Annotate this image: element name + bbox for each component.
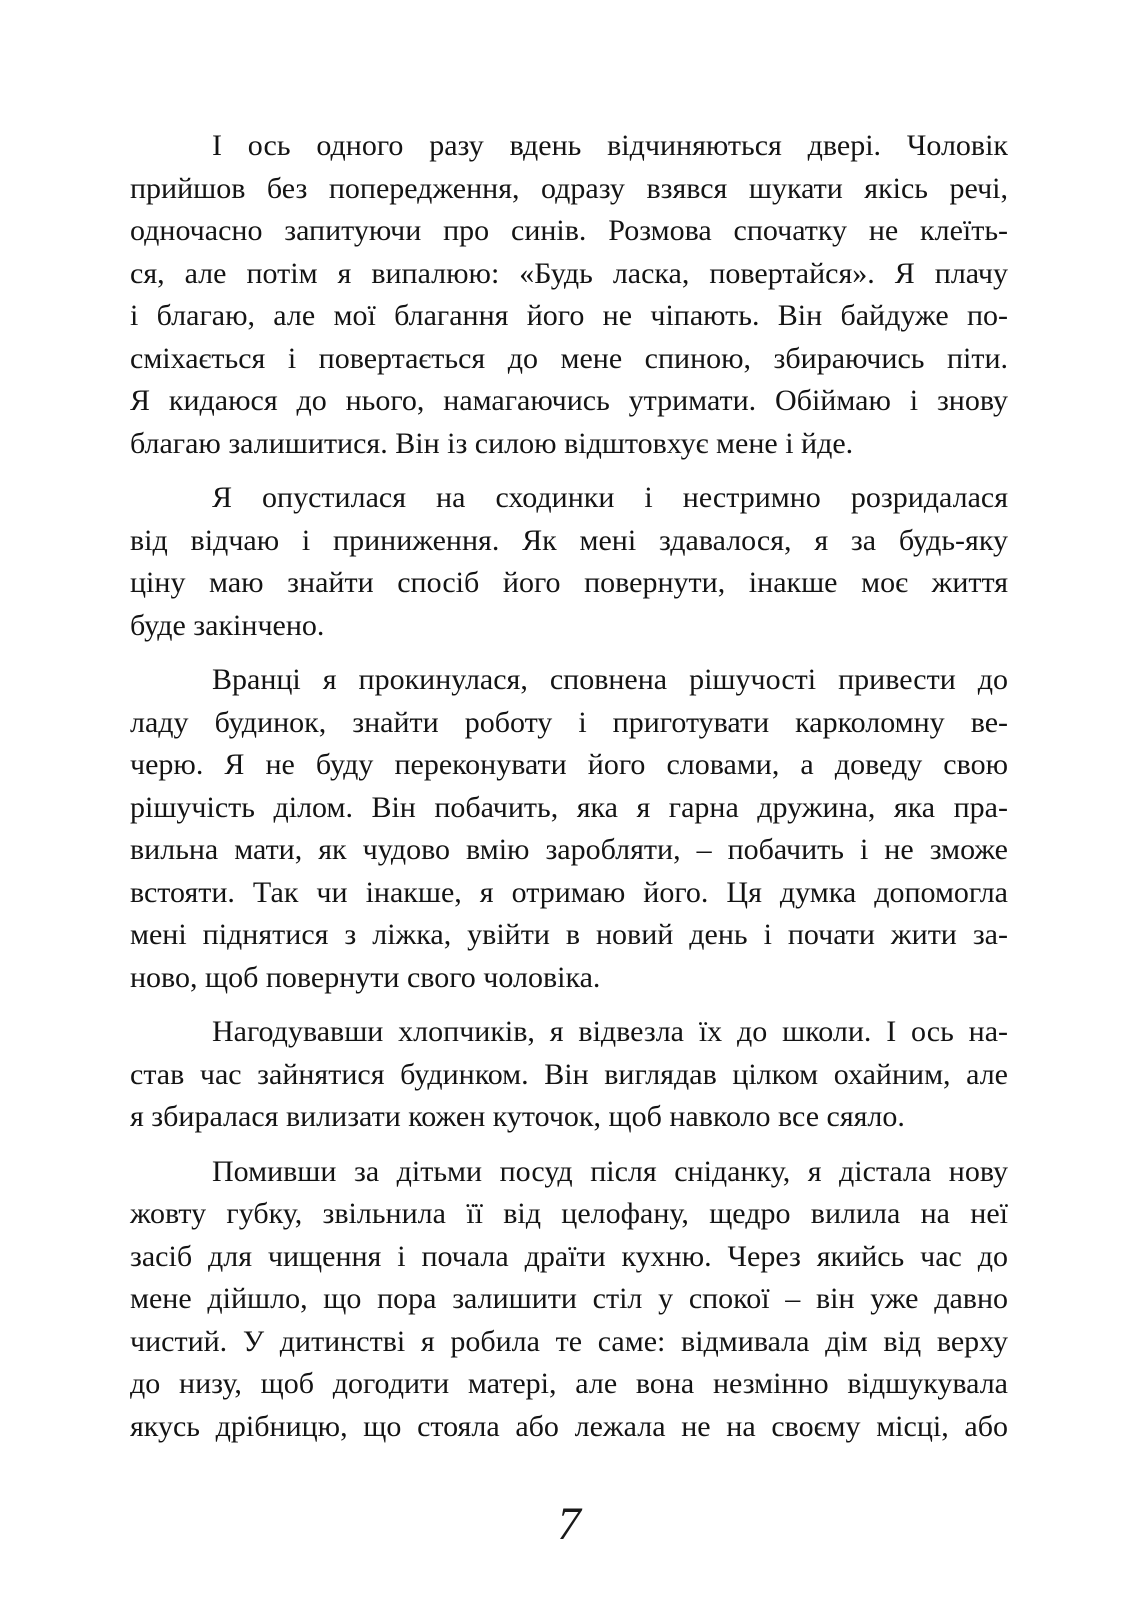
text-line: став час зайнятися будинком. Він виглядав цілком охайним, але bbox=[130, 1057, 1008, 1091]
text-line: жовту губку, звільнила її від целофану, щедро вилила на неї bbox=[130, 1197, 1008, 1230]
text-line: встояти. Так чи інакше, я отримаю його. Ця думка допомогла bbox=[130, 875, 1008, 909]
text-line: Вранці я прокинулася, сповнена рішучості привести до bbox=[212, 663, 1008, 696]
page-number: 7 bbox=[557, 1498, 581, 1550]
text-line: ся, але потім я випалюю: «Будь ласка, повертайся». Я плачу bbox=[130, 256, 1008, 290]
text-line: чистий. У дитинстві я робила те саме: відмивала дім від верху bbox=[130, 1324, 1008, 1358]
text-line: Я кидаюся до нього, намагаючись утримати. Обіймаю і знову bbox=[130, 384, 1008, 417]
text-line: від відчаю і приниження. Як мені здавалося, я за будь-яку bbox=[130, 523, 1008, 557]
text-line: ціну маю знайти спосіб його повернути, інакше моє життя bbox=[130, 566, 1008, 599]
text-line: мені піднятися з ліжка, увійти в новий день і почати жити за- bbox=[130, 918, 1008, 951]
text-line: ладу будинок, знайти роботу і приготувати карколомну ве- bbox=[130, 705, 1008, 739]
text-line: я збиралася вилизати кожен куточок, щоб навколо все сяяло. bbox=[130, 1100, 905, 1133]
paragraph bbox=[130, 1151, 1008, 1449]
paragraph bbox=[130, 125, 1008, 465]
paragraph bbox=[130, 659, 1008, 999]
text-line: Я опустилася на сходинки і нестримно розридалася bbox=[212, 481, 1008, 514]
text-line: черю. Я не буду переконувати його словами, а доведу свою bbox=[130, 748, 1008, 781]
text-line: Помивши за дітьми посуд після сніданку, я дістала нову bbox=[212, 1154, 1008, 1188]
text-line: вильна мати, як чудово вмію заробляти, – побачить і не зможе bbox=[130, 833, 1008, 866]
text-line: благаю залишитися. Він із силою відштовхує мене і йде. bbox=[130, 426, 854, 460]
text-line: Нагодувавши хлопчиків, я відвезла їх до школи. І ось на- bbox=[212, 1015, 1008, 1048]
text-line: І ось одного разу вдень відчиняються двері. Чоловік bbox=[212, 129, 1008, 162]
text-line: мене дійшло, що пора залишити стіл у спокої – він уже давно bbox=[130, 1282, 1008, 1315]
text-line: сміхається і повертається до мене спиною, збираючись піти. bbox=[130, 341, 1008, 375]
text-line: прийшов без попередження, одразу взявся шукати якісь речі, bbox=[130, 171, 1008, 205]
text-line: ново, щоб повернути свого чоловіка. bbox=[130, 960, 601, 994]
text-line: одночасно запитуючи про синів. Розмова спочатку не клеїть- bbox=[130, 214, 1008, 247]
text-line: рішучість ділом. Він побачить, яка я гарна дружина, яка пра- bbox=[130, 790, 1008, 824]
text-block bbox=[130, 125, 1008, 1448]
text-line: якусь дрібницю, що стояла або лежала не на своєму місці, або bbox=[130, 1409, 1008, 1443]
text-line: і благаю, але мої благання його не чіпають. Він байдуже по- bbox=[130, 299, 1008, 332]
paragraph bbox=[130, 477, 1008, 647]
text-line: до низу, щоб догодити матері, але вона незмінно відшукувала bbox=[130, 1367, 1008, 1400]
paragraph bbox=[130, 1011, 1008, 1139]
text-line: буде закінчено. bbox=[130, 608, 325, 642]
text-line: засіб для чищення і почала драїти кухню. Через якийсь час до bbox=[130, 1239, 1008, 1273]
